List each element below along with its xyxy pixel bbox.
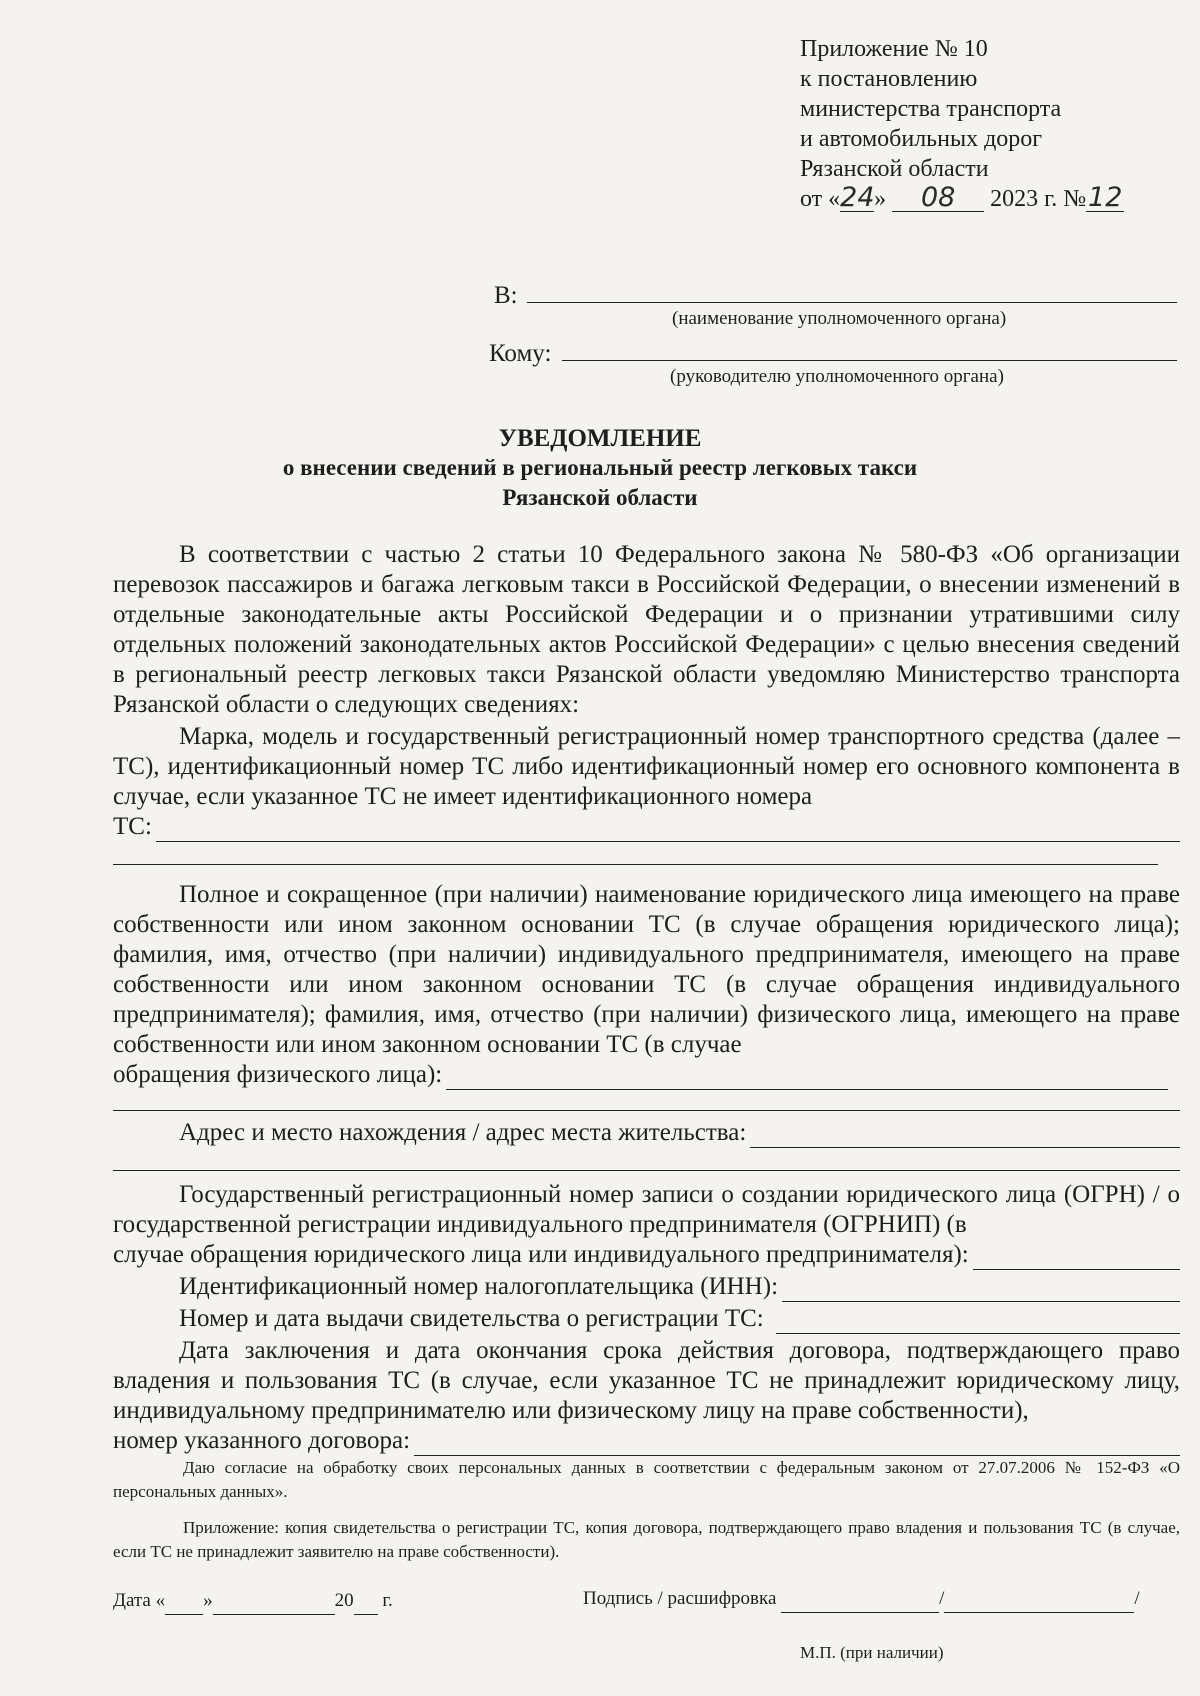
to-head-label: Кому: [489,340,552,367]
contract-label: номер указанного договора: [113,1427,411,1454]
header-line: Приложение № 10 [800,36,988,62]
date-label: Дата « [113,1590,166,1611]
handwritten-day: 24 [840,182,875,213]
certificate-input-line[interactable] [776,1311,1180,1334]
owner-input-line[interactable] [446,1067,1168,1090]
signature-blank[interactable] [781,1586,939,1613]
intro-text: В соответствии с частью 2 статьи 10 Федерального закона № 580-ФЗ «Об организации перевозок пассажиров и багажа легковым такси в Российской Федерации, о внесении изменений в отдельные законодательные акты Российской Федерации и о признании утратившими силу отдельных положений законодательных актов Российской Федерации» с целью внесения сведений в региональный реестр легковых такси Рязанской области уведомляю Министерство транспорта Рязанской области о следующих сведениях: [113,541,1180,718]
attachment-note [113,1516,1180,1564]
inn-input-line[interactable] [782,1279,1180,1302]
inn-field-row [179,1272,1180,1302]
signature-decode-blank[interactable] [944,1586,1134,1613]
to-org-caption: (наименование уполномоченного органа) [672,308,1007,329]
ogrn-text: Государственный регистрационный номер записи о создании юридического лица (ОГРН) / о государственной регистрации индивидуального предпринимателя (ОГРНИП) (в [113,1181,1180,1238]
date-day-blank[interactable] [165,1588,203,1615]
ogrn-paragraph [113,1180,1180,1240]
to-head-line [562,360,1177,361]
document-subtitle-region: Рязанской области [502,485,698,510]
signature-slash: / [939,1588,945,1609]
date-mid: » [874,186,887,212]
address-label: Адрес и место нахождения / адрес места жительства: [179,1119,747,1146]
header-line: к постановлению [800,66,978,92]
contract-field-row [113,1426,1180,1456]
header-line: Рязанской области [800,156,989,182]
ogrn-input-line[interactable] [973,1247,1180,1270]
to-org-line [527,302,1177,303]
attachment-text: Приложение: копия свидетельства о регистрации ТС, копия договора, подтверждающего право владения и пользования ТС (в случае, если ТС не принадлежит заявителю на праве собственности). [113,1518,1180,1561]
date-prefix: от « [800,186,841,212]
header-line: министерства транспорта [800,96,1062,122]
owner-label: обращения физического лица): [113,1061,443,1088]
certificate-field-row [179,1304,1180,1334]
date-year-blank[interactable] [354,1588,378,1615]
owner-input-line-2[interactable] [113,1110,1180,1111]
contract-text: Дата заключения и дата окончания срока действия договора, подтверждающего право владения и пользования ТС (в случае, если указанное ТС не принадлежит юридическому лицу, индивидуальному предпринимателю или физическому лицу на праве собственности), [113,1337,1180,1424]
handwritten-month: 08 [892,185,984,212]
header-date-line [800,184,1160,214]
date-month-blank[interactable] [213,1588,335,1615]
signature-field [583,1586,1140,1613]
header-line: и автомобильных дорог [800,126,1043,152]
date-field [113,1588,393,1615]
vehicle-text: Марка, модель и государственный регистрационный номер транспортного средства (далее – ТС), идентификационный номер ТС либо идентификационный номер его основного компонента в случае, если указанное ТС не имеет идентификационного номера [113,723,1180,810]
to-head-caption: (руководителю уполномоченного органа) [670,366,1004,387]
seal-note: М.П. (при наличии) [800,1643,944,1662]
date-year-prefix: 20 [334,1590,354,1611]
owner-paragraph [113,880,1180,1060]
address-input-line-2[interactable] [113,1170,1180,1171]
date-year: 2023 г. № [990,186,1087,212]
address-input-line[interactable] [750,1125,1180,1148]
contract-paragraph [113,1336,1180,1426]
vehicle-field-row [113,812,1180,842]
ogrn-field-row [113,1240,1180,1270]
document-title: УВЕДОМЛЕНИЕ [498,425,702,452]
date-suffix: г. [382,1590,393,1611]
handwritten-number: 12 [1088,182,1123,213]
inn-label: Идентификационный номер налогоплательщика (ИНН): [179,1273,779,1300]
vehicle-label: ТС: [113,813,152,840]
ogrn-label: случае обращения юридического лица или индивидуального предпринимателя): [113,1241,969,1268]
to-org-label: В: [494,282,518,309]
signature-slash-end: / [1134,1588,1140,1609]
signature-label: Подпись / расшифровка [583,1588,777,1609]
consent-note [113,1456,1180,1504]
contract-input-line[interactable] [414,1433,1180,1456]
owner-field-row [113,1060,1180,1090]
vehicle-input-line[interactable] [156,819,1180,842]
intro-paragraph [113,540,1180,720]
vehicle-input-line-2[interactable] [113,864,1158,865]
address-field-row [179,1118,1180,1148]
vehicle-paragraph [113,722,1180,812]
approval-header [800,34,1160,214]
document-subtitle: о внесении сведений в региональный реестр легковых такси [282,455,918,480]
date-close: » [203,1590,213,1611]
certificate-label: Номер и дата выдачи свидетельства о регистрации ТС: [179,1305,764,1332]
owner-text: Полное и сокращенное (при наличии) наименование юридического лица имеющего на праве собственности или ином законном основании ТС (в случае обращения юридического лица); фамилия, имя, отчество (при наличии) индивидуального предпринимателя, имеющего на праве собственности или ином законном основании ТС (в случае обращения индивидуального предпринимателя); фамилия, имя, отчество (при наличии) физического лица, имеющего на праве собственности или ином законном основании ТС (в случае [113,881,1180,1058]
consent-text: Даю согласие на обработку своих персональных данных в соответствии с федеральным законом от 27.07.2006 № 152-ФЗ «О персональных данных». [113,1458,1180,1501]
